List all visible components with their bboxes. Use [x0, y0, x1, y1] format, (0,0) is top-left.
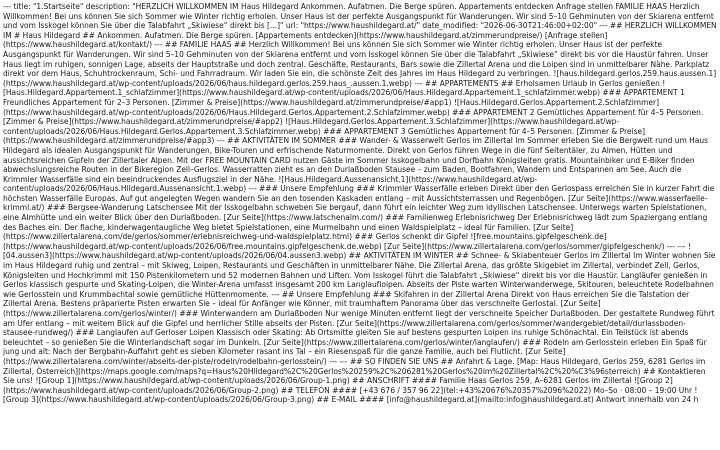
markdown-document-text: --- title: "1.Startseite" description: "HERZLICH WILLKOMMEN IM Haus Hildegard Ankommen. Aufatmen. Die Berge spüren. Appartements entdecken Anfrage stellen FAMILIE HAAS Herzlich Willkommen! Bei uns können Sie sich Sommer wie Winter richtig erholen. Unser Haus ist der perfekte Ausgangspunkt für Wanderungen. Wir sind 5–10 Gehminuten von der Skiarena entfernt und vom Isskogel können Sie über die Talabfahrt „Skiwiese“ direkt bis [...]" url: "https://www.haushildegard.at/" date_modified: "2026-06-30T21:46:00+02:00" --- ## HERZLICH WILLKOMMEN IM # Haus Hildegard ## Ankommen. Aufatmen. Die Berge spüren. [Appartements entdecken](https://www.haushildegard.at/zimmerundpreise/) [Anfrage stellen](https://www.haushildegard.at/kontakt/) --- ## FAMILIE HAAS ## Herzlich Willkommen! Bei uns können Sie sich Sommer wie Winter richtig erholen. Unser Haus ist der perfekte Ausgangspunkt für Wanderungen. Wir sind 5–10 Gehminuten von der Skiarena entfernt und vom Isskogel können Sie über die Talabfahrt „Skiwiese“ direkt bis vor die Haustür fahren. Unser Haus liegt im ruhigen, sonnigen Lage, abseits der Hauptstraße und doch zentral. Geschäfte, Restaurants, Bars sowie die Zillertal Arena und die Loipen sind in unmittelbarer Nähe. Parkplatz direkt vor dem Haus, Schuhtrockenraum, Schi- und Fahrradraum. Wir laden Sie ein, die schönste Zeit des Jahres im Haus Hildegard zu verbringen. ![haus.hildegard.gerlos.259.haus.aussen.1](https://www.haushildegard.at/wp-content/uploads/2026/06/haus.hildegard.gerlos.259.haus_.aussen.1.webp) --- ## APPARTEMENTS ## Erholsamen Urlaub in Gerlos genießen ![Haus.Hildegard.Appartement.1_schlafzimmer](https://www.haushildegard.at/wp-content/uploads/2026/06/Haus.Hildegard.Appartement.1_schlafzimmer.webp) ### APPARTEMENT 1 Freundliches Appartement für 2–3 Personen. [Zimmer & Preise](https://www.haushildegard.at/zimmerundpreise/#app1) ![Haus.Hildegard.Gerlos.Appartement.2.Schlafzimmer](https://www.haushildegard.at/wp-content/uploads/2026/06/Haus.Hildegard.Gerlos.Appartement.2.Schlafzimmer.webp) ### APPARTEMENT 2 Gemütliches Appartement für 4–5 Personen. [Zimmer & Preise](https://www.haushildegard.at/zimmerundpreise/#app2) ![Haus.Hildegard.Gerlos.Appartement.3.Schlafzimmer](https://www.haushildegard.at/wp-content/uploads/2026/06/Haus.Hildegard.Gerlos.Appartement.3.Schlafzimmer.webp) ### APPARTEMENT 3 Gemütliches Appartement für 4–5 Personen. [Zimmer & Preise](https://www.haushildegard.at/zimmerundpreise/#app3) --- ## AKTIVITÄTEN IM SOMMER ### Wander- & Wasserwelt Gerlos im Zillertal Im Sommer erleben Sie die Bergwelt rund um Haus Hildegard als idealen Ausgangspunkt für Wanderungen, Bike-Touren und erfrischende Naturmomente. Direkt von Gerlos führen Wege in die fünf Seitentäler, zu Almen, Hütten und aussichtsreichen Gipfeln der Zillertaler Alpen. Mit der FREE MOUNTAIN CARD nutzen Gäste im Sommer Isskogelbahn und Dorfbahn Königsleiten gratis. Mountainbiker und E-Biker finden abwechslungsreiche Routen in der Bikeregion Zell–Gerlos. Wasserratten zieht es an den Durlaßboden Stausee – zum Baden, Bootfahren, Wandern und Entspannen am See. Auch die Krimmler Wasserfälle sind ein beeindruckendes Ausflugsziel in der Nähe. ![Haus.Hildegard.Aussenansicht.1](https://www.haushildegard.at/wp-content/uploads/2026/06/Haus.Hildegard.Aussenansicht.1.webp) --- ### Unsere Empfehlung ### Krimmler Wasserfälle erleben Direkt über den Gerlospass erreichen Sie in kurzer Fahrt die höchsten Wasserfälle Europas. Auf gut angelegten Wegen wandern Sie an den tosenden Kaskaden entlang – mit Aussichtsterrassen und Regenbögen. [Zur Seite](https://www.wasserfaelle-krimml.at/) ### Bergsee-Wanderung Latschensee Mit der Isskogelbahn schweben Sie bergauf, dann führt ein leichter Weg zum idyllischen Latschensee. Unterwegs warten Spielstationen, eine Almhütte und ein weiter Blick über den Durlaßboden. [Zur Seite](https://www.latschenalm.com/) ### Familienweg Erlebnisrichweg Der Erlebnisrichweg lädt zum Spaziergang entlang des Baches ein. Der flache, kinderwagentaugliche Weg bietet Spielstationen, eine Murmelbahn und einen Waldspielplatz – ideal für Familien. [Zur Seite](https://www.zillertalarena.com/de/gerlos/sommer/erlebnisreichweg-und-waldspielplatz.html) ### Gerlos schenkt dir Gipfel ![free.mountains.gipfelgeschenk.de](https://www.haushildegard.at/wp-content/uploads/2026/06/free.mountains.gipfelgeschenk.de.webp) [Zur Seite](https://www.zillertalarena.com/gerlos/sommer/gipfelgeschenk/) --- --- ![04.aussen3](https://www.haushildegard.at/wp-content/uploads/2026/06/04.aussen3.webp) ## AKTIVITÄTEN IM WINTER ## Schnee- & Skiabenteuer Gerlos im Zillertal Im Winter wohnen Sie im Haus Hildegard ruhig und zentral – mit Skiweg, Loipen, Restaurants und Geschäften in unmittelbarer Nähe. Die Zillertal Arena, das größte Skigebiet im Zillertal, verbindet Zell, Gerlos, Königsleiten und Hochkrimml mit 150 Pistenkilometern und 52 modernen Bahnen und Liften. Vom Isskogel führt die Talabfahrt „Skiwiese“ direkt bis vor die Haustür. Langläufer genießen in Gerlos klassisch gespurte und Skating-Loipen, die Winter-Arena umfasst insgesamt 200 km Langlaufloipen. Abseits der Piste warten Winterwanderwege, Skitouren, beleuchtete Rodelbahnen wie Gerlosstein und Krummbachtal sowie gemütliche Hüttenmomente. --- ## Unsere Empfehlung ### Skifahren in der Zillertal Arena Direkt von Haus erreichen Sie die Talstation der Zillertal Arena. Bestens präparierte Pisten erwarten Sie – ideal für Anfänger wie Könner, mit traumhaftem Panorama über das verschneite Gerlostal. [Zur Seite](https://www.zillertalarena.com/gerlos/winter/) ### Winterwandern am Durlaßboden Nur wenige Minuten entfernt liegt der verschneite Speicher Durlaßboden. Der gestaltete Rundweg führt am Ufer entlang – mit weitem Blick auf die Gipfel und herrlicher Stille abseits der Pisten. [Zur Seite](https://www.zillertalarena.com/gerlos/sommer/wandergebiet/detail/durlassboden-stausee-rundweg/) ### Langlaufen auf Gerloser Loipen Klassisch oder Skating: Ab Ortsmitte gleiten Sie auf bestens gespurten Loipen ins ruhige Schönachtal. Ein Teilstück ist abends beleuchtet – so genießen Sie die Winterlandschaft sogar im Dunkeln. [Zur Seite](https://www.zillertalarena.com/gerlos/winter/langlaufen/) ### Rodeln am Gerlosstein erleben Ein Spaß für jung und alt: Nach der Bergbahn-Auffahrt geht es sieben Kilometer rasant ins Tal – ein Riesenspaß für die ganze Familie, auch bei Flutlicht. [Zur Seite](https://www.zillertalarena.com/winter/abseits-der-piste/rodeln/rodelbahn-gerlosstein/) --- --- ## SO FINDEN SIE UNS ## Anfahrt & Lage. [Map: Haus Hildegard, Gerlos 259, 6281 Gerlos im Zillertal, Österreich](https://maps.google.com/maps?q=Haus%20Hildegard%2C%20Gerlos%20259%2C%206281%20Gerlos%20im%20Zillertal%2C%20%C3%96sterreich) ## Kontaktieren Sie uns! ![Group 1](https://www.haushildegard.at/wp-content/uploads/2026/06/Group-1.png) ## ANSCHRIFT #### Familie Haas Gerlos 259, A–6281 Gerlos im Zillertal ![Group 2](https://www.haushildegard.at/wp-content/uploads/2026/06/Group-2.png) ## TELEFON #### [+43 676 / 357 96 22](tel:+43%20676%20357%2096%2022) Mo–So · 08:00 – 19:00 Uhr ![Group 3](https://www.haushildegard.at/wp-content/uploads/2026/06/Group-3.png) ## E-MAIL #### [info@haushildegard.at](mailto:info@haushildegard.at) Antwort innerhalb von 24 h	[3, 2, 717, 405]
